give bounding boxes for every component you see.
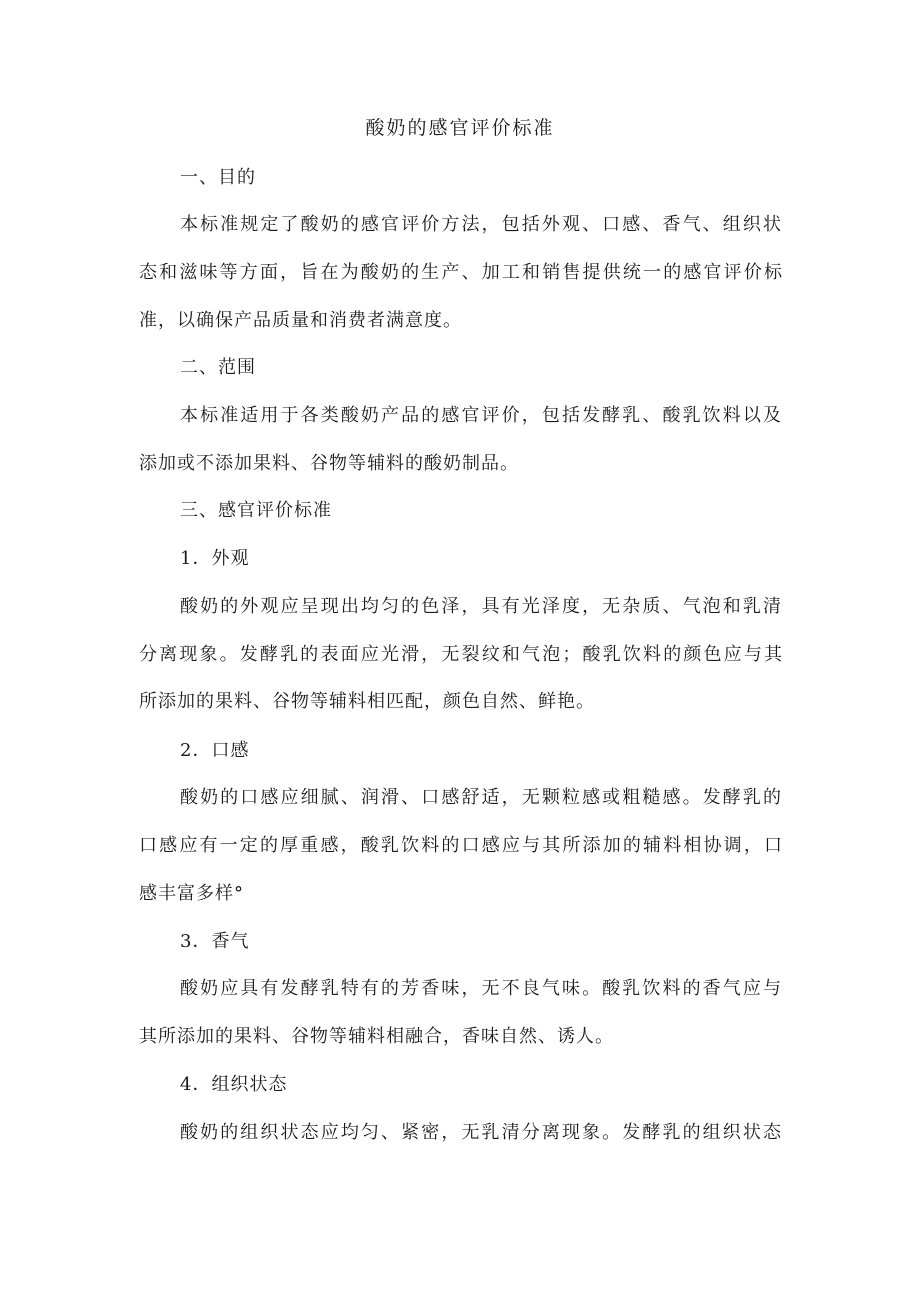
- subsection-heading-appearance: 1．外观: [180, 548, 250, 569]
- paragraph-line: 所添加的果料、谷物等辅料相匹配，颜色自然、鲜艳。: [139, 691, 595, 712]
- paragraph-line: 其所添加的果料、谷物等辅料相融合，香味自然、诱人。: [139, 1026, 614, 1047]
- document-title: 酸奶的感官评价标准: [365, 117, 555, 139]
- paragraph-line: 分离现象。发酵乳的表面应光滑，无裂纹和气泡；酸乳饮料的颜色应与其: [139, 644, 782, 665]
- paragraph-line: 酸奶的组织状态应均匀、紧密，无乳清分离现象。发酵乳的组织状态: [180, 1122, 781, 1143]
- paragraph-line: 添加或不添加果料、谷物等辅料的酸奶制品。: [139, 453, 519, 474]
- paragraph-line: 态和滋味等方面，旨在为酸奶的生产、加工和销售提供统一的感官评价标: [139, 262, 782, 283]
- paragraph-line: 准，以确保产品质量和消费者满意度。: [139, 310, 462, 331]
- paragraph-line: 本标准规定了酸奶的感官评价方法，包括外观、口感、香气、组织状: [180, 214, 781, 235]
- paragraph-line: 感丰富多样°: [139, 883, 244, 904]
- section-heading-criteria: 三、感官评价标准: [180, 500, 332, 521]
- paragraph-line: 口感应有一定的厚重感，酸乳饮料的口感应与其所添加的辅料相协调，口: [139, 835, 782, 856]
- paragraph-line: 酸奶的口感应细腻、润滑、口感舒适，无颗粒感或粗糙感。发酵乳的: [180, 787, 781, 808]
- section-heading-scope: 二、范围: [180, 357, 256, 378]
- paragraph-line: 酸奶应具有发酵乳特有的芳香味，无不良气味。酸乳饮料的香气应与: [180, 978, 781, 999]
- paragraph-line: 本标准适用于各类酸奶产品的感官评价，包括发酵乳、酸乳饮料以及: [180, 405, 781, 426]
- subsection-heading-aroma: 3．香气: [180, 931, 250, 952]
- subsection-heading-texture: 4．组织状态: [180, 1074, 288, 1095]
- subsection-heading-mouthfeel: 2．口感: [180, 740, 250, 761]
- section-heading-purpose: 一、目的: [180, 167, 256, 188]
- paragraph-line: 酸奶的外观应呈现出均匀的色泽，具有光泽度，无杂质、气泡和乳清: [180, 596, 781, 617]
